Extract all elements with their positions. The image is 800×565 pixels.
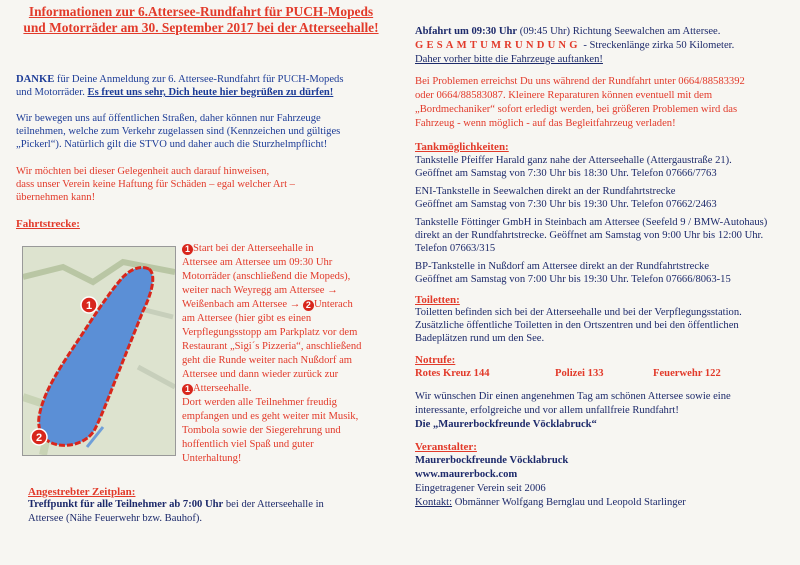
departure-line: Abfahrt um 09:30 Uhr (09:45 Uhr) Richtung Seewalchen am Attersee. (415, 26, 721, 37)
route-line-12: 1 Atterseehalle. (182, 383, 252, 396)
route-line: Attersee am Attersee um 09:30 Uhr (182, 257, 333, 268)
route-map-graphic (23, 247, 175, 455)
toilets-line: Toiletten befinden sich bei der Atterseehalle und bei der Verpflegungsstation. (415, 307, 742, 318)
rounding-line: GESAMTUMRUNDUNG - Streckenlänge zirka 50 Kilometer. (415, 40, 735, 51)
page-title-line2: und Motorräder am 30. September 2017 bei der Atterseehalle! (23, 20, 379, 35)
route-line: Motorräder (anschließend die Mopeds), (182, 271, 351, 282)
problems-line: „Bordmechaniker“ sofort erledigt werden, bei größeren Problemen wird das (415, 104, 738, 115)
problems-line: Fahrzeug - wenn möglich - auf das Begleitfahrzeug verladen! (415, 118, 676, 129)
toilets-line: Badeplätzen rund um den See. (415, 333, 545, 344)
map-marker-1-label: 1 (85, 300, 93, 312)
thanks-text1: für Deine Anmeldung zur 6. Attersee-Rundfahrt für PUCH-Mopeds (54, 74, 344, 85)
route-line: Restaurant „Sigi´s Pizzeria“, anschließend (182, 341, 362, 352)
fuel-station-line: Geöffnet am Samstag von 7:00 Uhr bis 19:30 Uhr. Telefon 07666/8063-15 (415, 274, 731, 285)
fuel-station-line: BP-Tankstelle in Nußdorf am Attersee direkt an der Rundfahrtstrecke (415, 261, 710, 272)
toilets-heading: Toiletten: (415, 294, 460, 306)
organizer-contact: Kontakt: Obmänner Wolfgang Bernglau und Leopold Starlinger (415, 497, 686, 508)
fuel-heading: Tankmöglichkeiten: (415, 141, 509, 153)
problems-line: oder 0664/88583087. Kleinere Reparaturen können eventuell mit dem (415, 90, 713, 101)
liability-line: übernehmen kann! (16, 192, 96, 203)
page-title-line1: Informationen zur 6.Attersee-Rundfahrt für PUCH-Mopeds (28, 4, 374, 19)
emergency-fire: Feuerwehr 122 (653, 368, 721, 379)
welcome-text: Es freut uns sehr, Dich heute hier begrüßen zu dürfen! (87, 87, 334, 98)
emergency-police: Polizei 133 (555, 368, 604, 379)
route-line: Unterhaltung! (182, 453, 242, 464)
route-line: Attersee und dann wieder zurück zur (182, 369, 339, 380)
marker-1-badge: 1 (182, 384, 193, 395)
map-marker-2-label: 2 (35, 432, 43, 444)
thanks-bold: DANKE (16, 74, 55, 85)
fuel-station-line: Tankstelle Föttinger GmbH in Steinbach am Attersee (Seefeld 9 / BMW-Autohaus) (415, 217, 768, 228)
refuel-note: Daher vorher bitte die Fahrzeuge auftanken! (415, 54, 603, 65)
route-line-1: 1 Start bei der Atterseehalle in (182, 243, 314, 256)
fuel-station-line: Geöffnet am Samstag von 7:30 Uhr bis 18:30 Uhr. Telefon 07666/7763 (415, 168, 717, 179)
liability-line: Wir möchten bei dieser Gelegenheit auch darauf hinweisen, (16, 166, 270, 177)
schedule-line1: Treffpunkt für alle Teilnehmer ab 7:00 Uhr bei der Atterseehalle in (28, 499, 324, 510)
emergency-heading: Notrufe: (415, 354, 456, 366)
signoff: Die „Maurerbockfreunde Vöcklabruck“ (415, 419, 597, 430)
schedule-line2: Attersee (Nähe Feuerwehr bzw. Bauhof). (28, 513, 203, 524)
route-line: Dort werden alle Teilnehmer freudig (182, 397, 337, 408)
route-line-5: Weißenbach am Attersee → 2 Unterach (182, 299, 353, 310)
route-map (22, 246, 176, 456)
route-line: Tombola sowie der Siegerehrung und (182, 425, 341, 436)
route-line: weiter nach Weyregg am Attersee → (182, 285, 338, 296)
fuel-station-line: direkt an der Rundfahrtstrecke. Geöffnet am Samstag von 9:00 Uhr bis 12:00 Uhr. (415, 230, 764, 241)
organizer-name: Maurerbockfreunde Vöcklabruck (415, 455, 569, 466)
route-line: Verpflegungsstopp am Parkplatz vor dem (182, 327, 358, 338)
fuel-station-line: ENI-Tankstelle in Seewalchen direkt an der Rundfahrtstrecke (415, 186, 676, 197)
marker-2-badge: 2 (303, 300, 314, 311)
roads-line: „Pickerl“). Natürlich gilt die STVO und daher auch die Sturzhelmpflicht! (16, 139, 328, 150)
organizer-heading: Veranstalter: (415, 441, 477, 453)
emergency-red-cross: Rotes Kreuz 144 (415, 368, 490, 379)
schedule-heading: Angestrebter Zeitplan: (28, 486, 136, 498)
thanks-text2: und Motorräder. (16, 87, 88, 98)
liability-line: dass unser Verein keine Haftung für Schäden – egal welcher Art – (16, 179, 295, 190)
fuel-station-line: Geöffnet am Samstag von 7:30 Uhr bis 19:30 Uhr. Telefon 07662/2463 (415, 199, 717, 210)
thanks-line2 (16, 87, 333, 100)
organizer-website: www.maurerbock.com (415, 469, 518, 480)
route-line: hoffentlich viel Spaß und guter (182, 439, 314, 450)
roads-line: teilnehmen, welche zum Verkehr zugelassen sind (Kennzeichen und gültiges (16, 126, 341, 137)
route-line: empfangen und es geht weiter mit Musik, (182, 411, 359, 422)
problems-line: Bei Problemen erreichst Du uns während der Rundfahrt unter 0664/88583392 (415, 76, 745, 87)
fuel-station-line: Telefon 07663/315 (415, 243, 496, 254)
route-line: geht die Runde weiter nach Nußdorf am (182, 355, 353, 366)
route-line: am Attersee (hier gibt es einen (182, 313, 312, 324)
route-heading: Fahrtstrecke: (16, 218, 80, 230)
wishes-line: interessante, erfolgreiche und vor allem unfallfreie Rundfahrt! (415, 405, 679, 416)
thanks-line1 (16, 74, 343, 87)
organizer-since: Eingetragener Verein seit 2006 (415, 483, 546, 494)
wishes-line: Wir wünschen Dir einen angenehmen Tag am schönen Attersee sowie eine (415, 391, 731, 402)
marker-1-badge: 1 (182, 244, 193, 255)
toilets-line: Zusätzliche öffentliche Toiletten in den Ortszentren und bei den öffentlichen (415, 320, 739, 331)
roads-line: Wir bewegen uns auf öffentlichen Straßen, daher können nur Fahrzeuge (16, 113, 321, 124)
fuel-station-line: Tankstelle Pfeiffer Harald ganz nahe der Atterseehalle (Attergaustraße 21). (415, 155, 732, 166)
